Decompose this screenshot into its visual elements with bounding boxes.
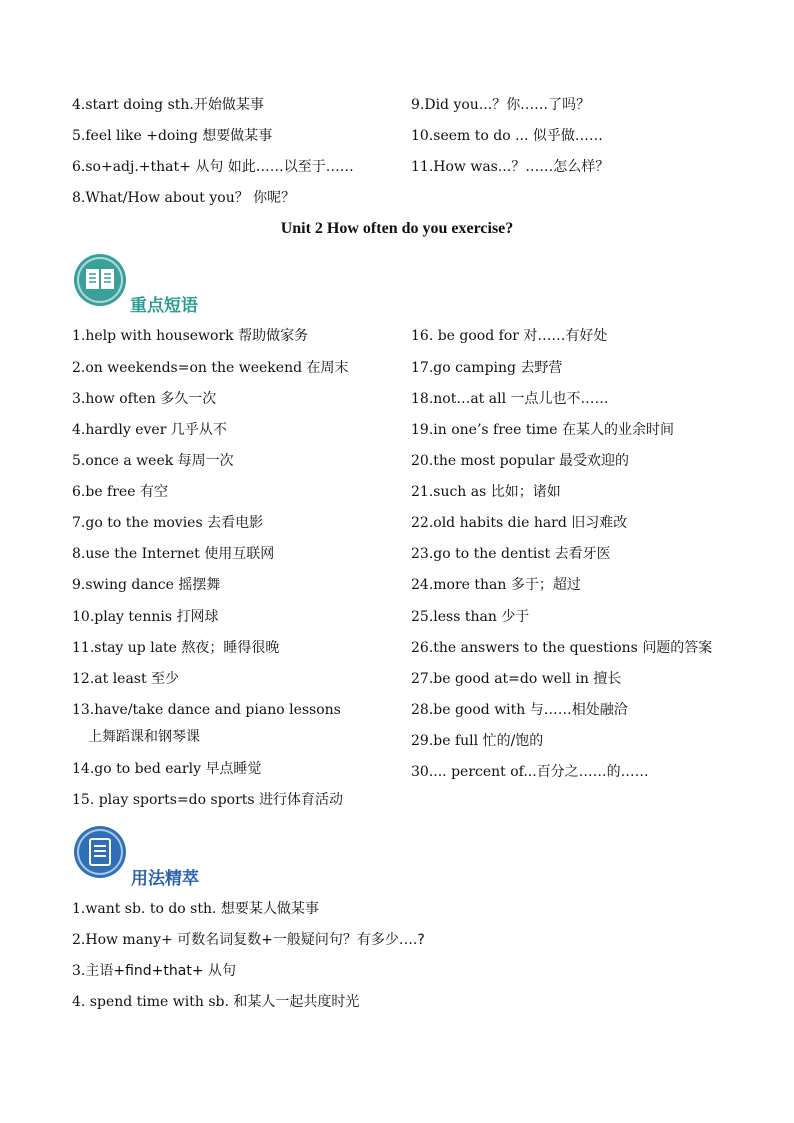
list-item: 2.How many+ 可数名词复数+一般疑问句？有多少….? (72, 932, 425, 948)
section-title: 重点短语 (130, 296, 198, 316)
list-item: 25.less than 少于 (411, 609, 530, 625)
list-item: 17.go camping 去野营 (411, 360, 563, 376)
list-item: 22.old habits die hard 旧习难改 (411, 515, 628, 531)
list-item: 6.so+adj.+that+ 从句 如此……以至于…… (72, 159, 354, 175)
list-item: 21.such as 比如；诸如 (411, 484, 561, 500)
list-item: 11.How was...？……怎么样？ (411, 159, 610, 175)
list-item: 7.go to the movies 去看电影 (72, 515, 264, 531)
list-item: 4.hardly ever 几乎从不 (72, 422, 227, 438)
list-item: 13.have/take dance and piano lessons (72, 702, 341, 718)
list-item: 12.at least 至少 (72, 671, 180, 687)
list-item: 28.be good with 与……相处融洽 (411, 702, 628, 718)
list-item: 3.主语+find+that+ 从句 (72, 963, 237, 979)
document-icon (74, 826, 126, 878)
list-item: 11.stay up late 熬夜；睡得很晚 (72, 640, 280, 656)
list-item: 23.go to the dentist 去看牙医 (411, 546, 611, 562)
list-item: 24.more than 多于；超过 (411, 577, 581, 593)
list-item: 1.want sb. to do sth. 想要某人做某事 (72, 901, 319, 917)
list-item: 8.use the Internet 使用互联网 (72, 546, 275, 562)
list-item: 16. be good for 对……有好处 (411, 328, 608, 344)
list-item: 9.swing dance 摇摆舞 (72, 577, 221, 593)
list-item: 10.play tennis 打网球 (72, 609, 219, 625)
list-item: 15. play sports=do sports 进行体育活动 (72, 792, 344, 808)
section-title: 用法精萃 (131, 869, 199, 889)
list-item: 18.not…at all 一点儿也不…… (411, 391, 609, 407)
list-item: 3.how often 多久一次 (72, 391, 217, 407)
list-item: 4.start doing sth.开始做某事 (72, 97, 264, 113)
list-item: 6.be free 有空 (72, 484, 168, 500)
unit-title: Unit 2 How often do you exercise? (280, 220, 514, 237)
list-item: 9.Did you...？你……了吗？ (411, 97, 591, 113)
list-item: 上舞蹈课和钢琴课 (88, 729, 200, 745)
list-item: 10.seem to do ... 似乎做…… (411, 128, 603, 144)
list-item: 27.be good at=do well in 擅长 (411, 671, 622, 687)
list-item: 5.once a week 每周一次 (72, 453, 234, 469)
book-icon (74, 254, 126, 306)
list-item: 1.help with housework 帮助做家务 (72, 328, 309, 344)
list-item: 30.... percent of...百分之……的…… (411, 764, 649, 780)
list-item: 5.feel like +doing 想要做某事 (72, 128, 273, 144)
list-item: 2.on weekends=on the weekend 在周末 (72, 360, 349, 376)
list-item: 4. spend time with sb. 和某人一起共度时光 (72, 994, 360, 1010)
list-item: 20.the most popular 最受欢迎的 (411, 453, 629, 469)
list-item: 19.in one’s free time 在某人的业余时间 (411, 422, 675, 438)
list-item: 29.be full 忙的/饱的 (411, 733, 544, 749)
list-item: 8.What/How about you？ 你呢？ (72, 190, 296, 206)
list-item: 26.the answers to the questions 问题的答案 (411, 640, 713, 656)
list-item: 14.go to bed early 早点睡觉 (72, 761, 262, 777)
